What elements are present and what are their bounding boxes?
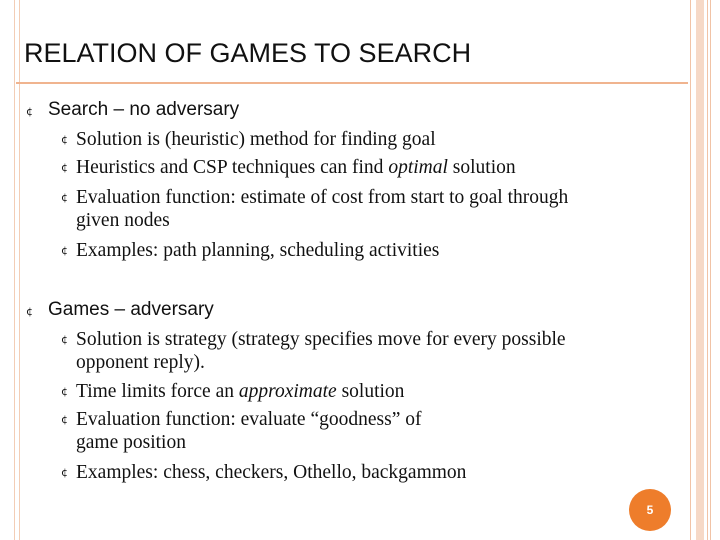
sub-bullet-icon: ¢	[61, 333, 68, 346]
sub-bullet-icon: ¢	[61, 466, 68, 479]
sub-bullet-icon: ¢	[61, 161, 68, 174]
list-item: ¢ Time limits force an approximate solution	[61, 381, 405, 402]
bullet-icon: ¢	[26, 105, 33, 118]
bullet-icon: ¢	[26, 305, 33, 318]
border-line	[707, 0, 708, 540]
border-line	[19, 0, 20, 540]
sub-bullet-icon: ¢	[61, 244, 68, 257]
sub-bullet-icon: ¢	[61, 385, 68, 398]
section-heading: Search – no adversary	[48, 99, 240, 120]
list-item: ¢ Examples: chess, checkers, Othello, backgammon	[61, 462, 467, 483]
list-item: ¢ Examples: path planning, scheduling activities	[61, 240, 440, 261]
sub-bullet-icon: ¢	[61, 413, 68, 426]
sub-bullet-icon: ¢	[61, 133, 68, 146]
list-item: ¢ Solution is strategy (strategy specifies move for every possible opponent reply).	[61, 329, 566, 373]
list-item: ¢ Evaluation function: evaluate “goodness” of game position	[61, 409, 422, 453]
border-band	[696, 0, 704, 540]
border-line	[14, 0, 15, 540]
sub-bullet-icon: ¢	[61, 191, 68, 204]
page-number: 5	[629, 489, 671, 531]
border-line	[690, 0, 691, 540]
title-rule	[16, 82, 688, 84]
list-item: ¢ Solution is (heuristic) method for finding goal	[61, 129, 436, 150]
list-item: ¢ Heuristics and CSP techniques can find optimal solution	[61, 157, 516, 178]
list-item: ¢ Evaluation function: estimate of cost from start to goal through given nodes	[61, 187, 569, 231]
section-heading: Games – adversary	[48, 299, 214, 320]
slide-title: RELATION OF GAMES TO SEARCH	[24, 38, 472, 68]
border-line	[710, 0, 711, 540]
